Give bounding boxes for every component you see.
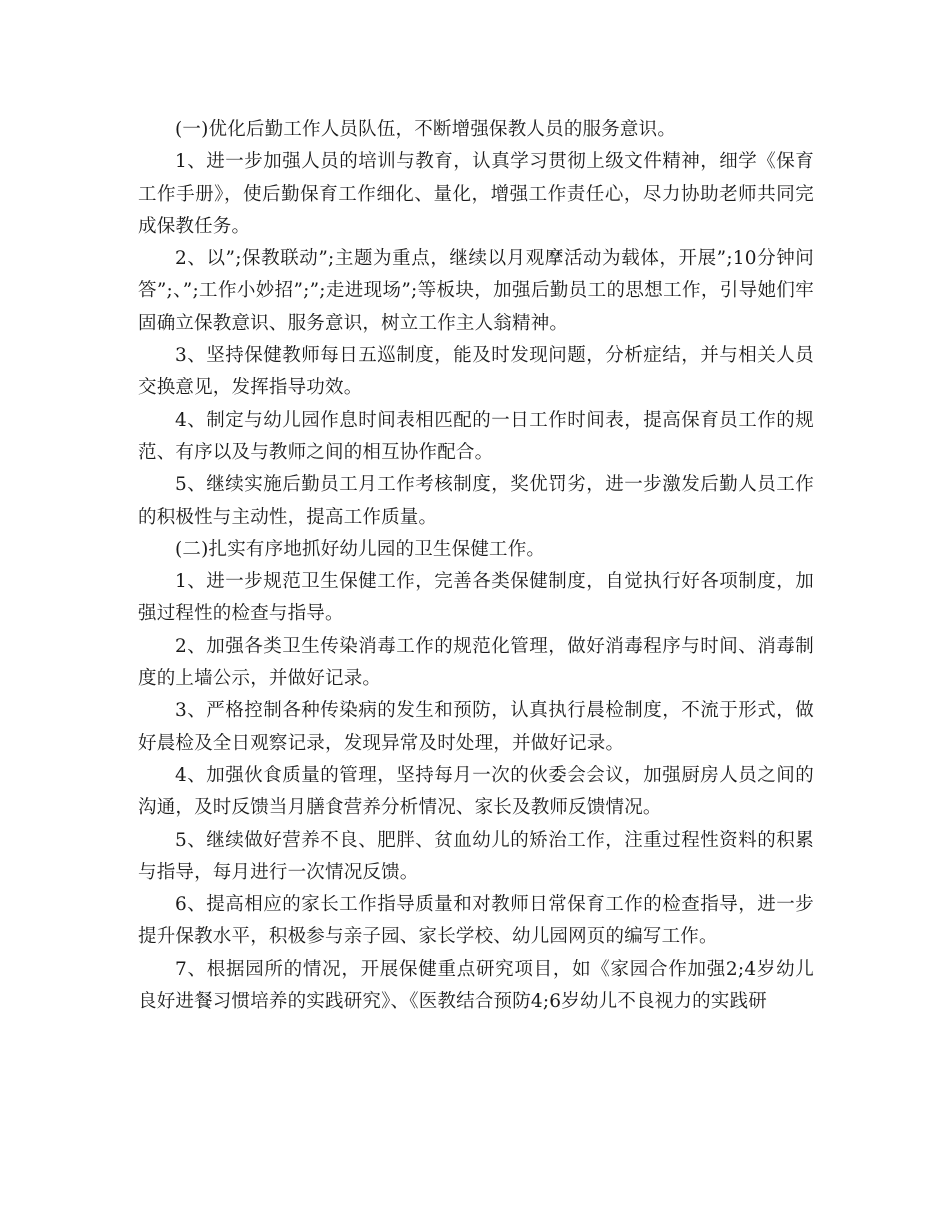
paragraph-item: 1、进一步规范卫生保健工作，完善各类保健制度，自觉执行好各项制度，加强过程性的检查与指导。 xyxy=(138,571,814,625)
paragraph-item: 4、加强伙食质量的管理，坚持每月一次的伙委会会议，加强厨房人员之间的沟通，及时反馈当月膳食营养分析情况、家长及教师反馈情况。 xyxy=(138,764,814,819)
paragraph-item: 5、继续实施后勤员工月工作考核制度，奖优罚劣，进一步激发后勤人员工作的积极性与主动性，提高工作质量。 xyxy=(138,474,814,528)
paragraph-item: 3、坚持保健教师每日五巡制度，能及时发现问题，分析症结，并与相关人员交换意见，发挥指导功效。 xyxy=(138,345,814,399)
document-body xyxy=(138,114,814,1018)
paragraph-item: 6、提高相应的家长工作指导质量和对教师日常保育工作的检查指导，进一步提升保教水平，积极参与亲子园、家长学校、幼儿园网页的编写工作。 xyxy=(138,894,814,948)
paragraph-item: 7、根据园所的情况，开展保健重点研究项目，如《家园合作加强2;4岁幼儿良好进餐习惯培养的实践研究》、《医教结合预防4;6岁幼儿不良视力的实践研 xyxy=(138,958,814,1013)
paragraph-item: 2、加强各类卫生传染消毒工作的规范化管理，做好消毒程序与时间、消毒制度的上墙公示，并做好记录。 xyxy=(138,635,814,690)
paragraph-item: 3、严格控制各种传染病的发生和预防，认真执行晨检制度，不流于形式，做好晨检及全日观察记录，发现异常及时处理，并做好记录。 xyxy=(138,700,814,754)
paragraph-item: 4、制定与幼儿园作息时间表相匹配的一日工作时间表，提高保育员工作的规范、有序以及与教师之间的相互协作配合。 xyxy=(138,409,814,463)
section-heading-2: (二)扎实有序地抓好幼儿园的卫生保健工作。 xyxy=(175,538,546,560)
paragraph-item: 2、以”;保教联动”;主题为重点，继续以月观摩活动为载体，开展”;10分钟问答”;、”;工作小妙招”;”;走进现场”;等板块，加强后勤员工的思想工作，引导她们牢固确立保教意识、服务意识，树立工作主人翁精神。 xyxy=(138,248,814,334)
paragraph-item: 1、进一步加强人员的培训与教育，认真学习贯彻上级文件精神，细学《保育工作手册》，使后勤保育工作细化、量化，增强工作责任心，尽力协助老师共同完成保教任务。 xyxy=(138,151,814,237)
section-heading-1: (一)优化后勤工作人员队伍，不断增强保教人员的服务意识。 xyxy=(175,119,677,140)
paragraph-item: 5、继续做好营养不良、肥胖、贫血幼儿的矫治工作，注重过程性资料的积累与指导，每月进行一次情况反馈。 xyxy=(138,829,814,883)
